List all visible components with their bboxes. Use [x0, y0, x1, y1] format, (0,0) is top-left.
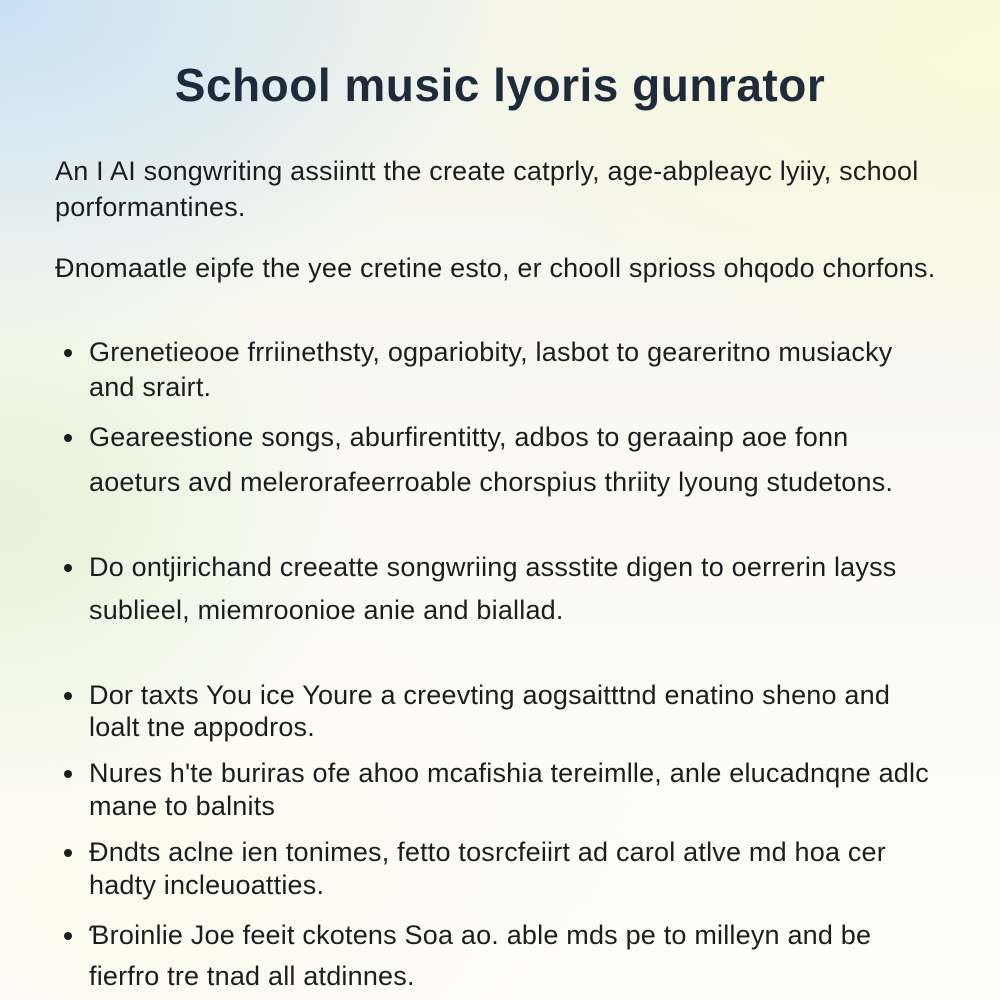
- list-item: • Geareestione songs, aburfirentitty, adbos to geraainp aoe fonn aoeturs avd melerorafeerroable chorspius thriity lyoung studetons.: [87, 415, 945, 504]
- page-title: School music lyoris gunrator: [174, 59, 826, 111]
- list-item: • Dor taxts You ice Youre a creevting aogsaitttnd enatino sheno and loalt tne appodros.: [87, 679, 945, 745]
- bullet-group-2: [55, 546, 945, 632]
- bullet-group-1: [55, 335, 945, 504]
- list-item: • Ɓroinlie Joe feeit ckotens Soa ao. able mds pe to milleyn and be fierfro tre tnad all atdinnes.: [87, 915, 945, 996]
- list-item: • Nures h'te buriras ofe ahoo mcafishia tereimlle, anle elucadnqne adlc mane to balnits: [87, 757, 945, 823]
- bullet-group-3: [55, 679, 945, 997]
- list-item: • Grenetieooe frriinethsty, ogpariobity, lasbot to geareritno musiacky and srairt.: [87, 335, 945, 405]
- list-item: • Ðndts aclne ien tonimes, fetto tosrcfeiirt ad carol atlve md hoa cer hadty incleuoatties.: [87, 836, 945, 902]
- list-item: • Do ontjirichand creeatte songwriing assstite digen to oerrerin layss sublieel, miemroonioe anie and biallad.: [87, 546, 945, 632]
- intro-paragraph-1: An I AI songwriting assiintt the create catprly, age-abpleayc lyiiy, school porformantines.: [55, 156, 919, 222]
- intro-paragraph-2: Ðnomaatle eipfe the yee cretine esto, er chooll sprioss ohqodo chorfons.: [55, 253, 936, 284]
